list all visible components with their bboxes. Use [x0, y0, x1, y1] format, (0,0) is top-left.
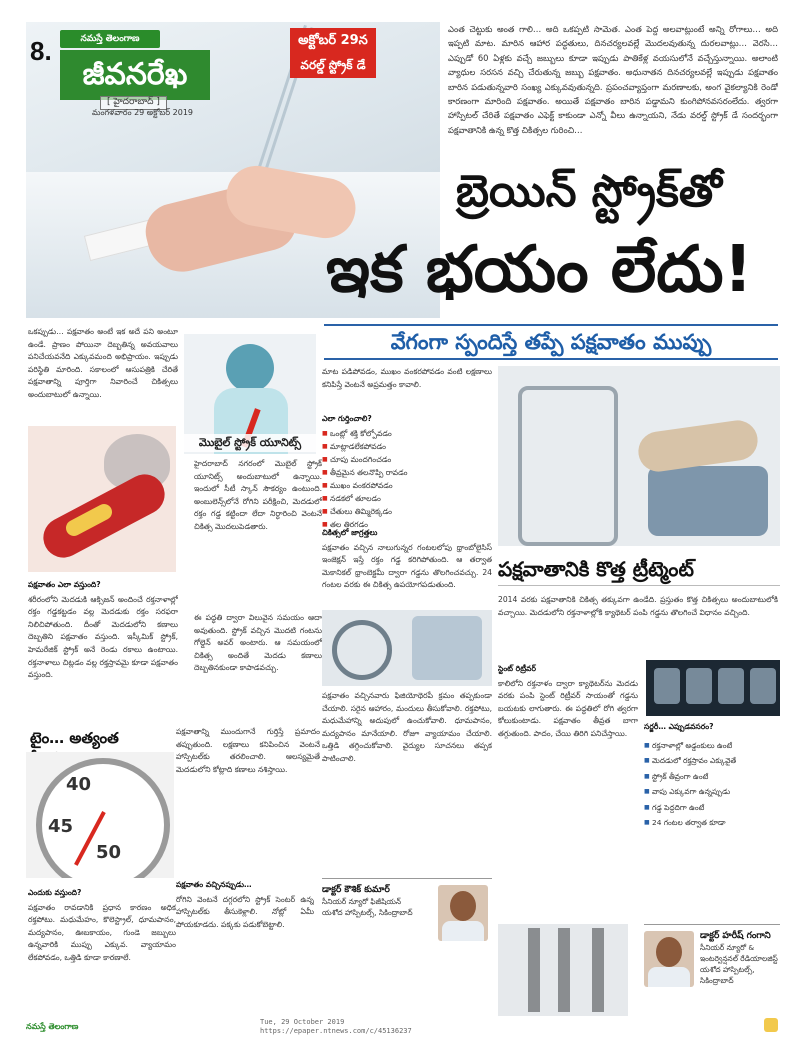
doctor-byline-1 [322, 878, 492, 1014]
list-item: ■ 24 గంటల తర్వాత కూడా [644, 817, 780, 829]
brain-scan-image [646, 660, 780, 716]
list-item: ■ చూపు మందగించడం [322, 453, 492, 466]
list-item: ■ ముఖం వంకరపోవడం [322, 479, 492, 492]
article-mobile-unit: హైదరాబాద్ నగరంలో మొబైల్ స్ట్రోక్ యూనిట్స్ అందుబాటులో ఉన్నాయి. ఇందులో సీటీ స్కాన్ సౌకర్యం ఉంటుంది. అంబులెన్స్‌లోనే రోగిని పరీక్షించి, మెదడులో రక్తం గడ్డ కట్టిందా లేదా నిర్ధారించి వెంటనే చికిత్స మొదలుపెడతారు. [194, 459, 322, 531]
list-item: ■ తీవ్రమైన తలనొప్పి రావడం [322, 466, 492, 479]
clock-caption: టైం… అత్యంత [30, 729, 119, 747]
article-lead: ఒకప్పుడు… పక్షవాతం అంటే ఇక అదే పని అంటూ ఉండే. ప్రాణం పోయినా దెబ్బతిన్న అవయవాలు పనిచేయవనేది ఎక్కువమంది అభిప్రాయం. ఇప్పుడు పరిస్థితి మారింది. సకాలంలో ఆసుపత్రికి చేరితే పక్షవాతాన్ని పూర్తిగా నివారించే చికిత్సలు అందుబాటులో ఉన్నాయి. [28, 327, 178, 399]
doctor-hospital: యశోద హాస్పిటల్స్, సికింద్రాబాద్ [700, 965, 755, 985]
doctor-name: డాక్టర్ హరీష్ గంగాని [700, 931, 771, 941]
article-section-how: పక్షవాతం ఎలా వస్తుంది? శరీరంలోని మెదడుకి ఆక్సిజన్ అందించే రక్తనాళాల్లో రక్తం గడ్డకట్టడం వల్ల మెదడుకు రక్తం సరఫరా నిలిచిపోతుంది. దీంతో మెదడులోని కణాలు దెబ్బతిని పక్షవాతం వస్తుంది. ఇస్కీమిక్ స్ట్రోక్, హెమరేజిక్ స్ట్రోక్ అనే రెండు రకాలు ఉంటాయి. రక్తనాళాలు చిట్లడం వల్ల రక్తస్రావమై కూడా పక్షవాతం వస్తుంది. [28, 580, 178, 680]
doctor-photo [438, 885, 488, 941]
stroke-day-banner [290, 28, 376, 78]
footer-url[interactable]: https://epaper.ntnews.com/c/45136237 [260, 1027, 412, 1035]
list-item: ■ స్ట్రోక్ తీవ్రంగా ఉంటే [644, 771, 780, 783]
symptoms-list: ఎలా గుర్తించాలి? ■ ఒంట్లో శక్తి కోల్పోవడం ■ మాట్లాడలేకపోవడం ■ చూపు మందగించడం ■ తీవ్రమైన తలనొప్పి రావడం ■ ముఖం వంకరపోవడం ■ నడకలో తూలడం ■ చేతులు తిమ్మిరెక్కడం ■ తల తిరగడం [322, 412, 492, 531]
crutches-photo [498, 924, 628, 1016]
article-golden-hour: ఈ పద్ధతి ద్వారా విలువైన సమయం ఆదా అవుతుంది. స్ట్రోక్ వచ్చిన మొదటి గంటను గోల్డెన్ అవర్ అంటారు. ఆ సమయంలో చికిత్స అందితే మెదడు కణాలు దెబ్బతినకుండా కాపాడవచ్చు. [194, 613, 322, 673]
article-section-why: ఎందుకు వస్తుంది? పక్షవాతం రావడానికి ప్రధాన కారణం అధిక రక్తపోటు. మధుమేహం, కొలెస్ట్రాల్, ధూమపానం, మద్యపానం, ఊబకాయం, గుండె జబ్బులు ఉన్నవారికి ముప్పు ఎక్కువ. వ్యాయామం లేకపోవడం, ఒత్తిడి కూడా కారణాలే. [28, 888, 176, 962]
clock-number: 45 [48, 816, 74, 837]
surgery-list [644, 740, 780, 832]
doctor-hospital: యశోద హాస్పిటల్స్, సికింద్రాబాద్ [322, 908, 413, 917]
list-item: ■ నడకలో తూలడం [322, 492, 492, 505]
wheelchair-photo [322, 610, 492, 686]
mobile-unit-caption: మొబైల్ స్ట్రోక్ యూనిట్స్ [184, 434, 316, 452]
article-stent-retriever: స్టెంట్ రిట్రీవర్ కాలిలోని రక్తనాళం ద్వారా క్యాథెటర్‌ను మెదడు వరకు పంపి స్టెంట్ రిట్రీవర్ సాయంతో గడ్డను బయటకు లాగుతారు. ఈ పద్ధతిలో రోగి త్వరగా కోలుకుంటాడు. పక్షవాతం తీవ్రత బాగా తగ్గుతుంది. పాదం, చేయి తిరిగి పనిచేస్తాయి. [498, 664, 638, 738]
headline-line-1: బ్రెయిన్ స్ట్రోక్‌తో [456, 166, 722, 217]
footer-brand: నమస్తే తెలంగాణ [26, 1022, 79, 1031]
doctor-byline-2 [644, 924, 780, 1016]
doctor-name: డాక్టర్ కౌశిక్ కుమార్ [322, 885, 390, 895]
doctor-role: సీనియర్ న్యూరో & ఇంటర్వెన్షనల్ రేడియాలజిస్ట్ [700, 943, 778, 963]
banner-line-1: అక్టోబర్ 29న [298, 33, 368, 48]
stopwatch-image [26, 752, 174, 878]
brand-label: నమస్తే తెలంగాణ [60, 30, 160, 48]
doctor-photo [644, 931, 694, 987]
doctor-role: సీనియర్ న్యూరో ఫిజీషియన్ [322, 897, 402, 906]
list-item: ■ మెదడులో రక్తస్రావం ఎక్కువైతే [644, 755, 780, 767]
list-item: ■ రక్తనాళాల్లో అడ్డంకులు ఉంటే [644, 740, 780, 752]
article-first-aid: పక్షవాతం వచ్చినప్పుడు… రోగిని వెంటనే దగ్గరలోని స్ట్రోక్ సెంటర్ ఉన్న హాస్పిటల్‌కు తీసుకెళ్లాలి. నోట్లో ఏమీ పోయకూడదు. పక్కకు పడుకోబెట్టాలి. [176, 880, 314, 929]
article-new-treatment: 2014 వరకు పక్షవాతానికి చికిత్స తక్కువగా ఉండేది. ప్రస్తుతం కొత్త చికిత్సలు అందుబాటులోకి వచ్చాయి. మెదడులోని రక్తనాళాల్లోకి క్యాథెటర్ పంపి గడ్డను తొలగించే విధానం వచ్చింది. [498, 595, 778, 617]
list-item: ■ తల తిరగడం [322, 518, 492, 531]
footer-date: Tue, 29 October 2019 [260, 1018, 345, 1026]
list-item: ■ వాపు ఎక్కువగా ఉన్నప్పుడు [644, 786, 780, 798]
article-symptoms-lead: మాట పడిపోవడం, ముఖం వంకరపోవడం వంటి లక్షణాలు కనిపిస్తే వెంటనే అప్రమత్తం కావాలి. [322, 367, 492, 389]
article-early-detection: పక్షవాతాన్ని ముందుగానే గుర్తిస్తే ప్రమాదం తప్పుతుంది. లక్షణాలు కనిపించిన వెంటనే హాస్పిటల్‌కు తరలించాలి. ఆలస్యమైతే మెదడులోని కోట్లాది కణాలు నశిస్తాయి. [176, 727, 320, 774]
list-item: ■ ఒంట్లో శక్తి కోల్పోవడం [322, 427, 492, 440]
dateline: మంగళవారం 29 అక్టోబర్ 2019 [92, 108, 194, 117]
brain-artery-illustration [28, 426, 176, 572]
list-item: ■ మాట్లాడలేకపోవడం [322, 440, 492, 453]
epaper-icon [764, 1018, 778, 1032]
clock-number: 40 [66, 774, 92, 795]
article-treatment-care: చికిత్సలో జాగ్రత్తలు పక్షవాతం వచ్చిన నాలుగున్నర గంటలలోపు థ్రాంబోలైసిస్ ఇంజెక్షన్ ఇస్తే రక్తం గడ్డ కరిగిపోతుంది. ఆ తర్వాత మెకానికల్ థ్రాంబెక్టమీ ద్వారా గడ్డను తొలగించవచ్చు. 24 గంటల వరకు ఈ చికిత్స ఉపయోగపడుతుంది. [322, 528, 492, 590]
treatment-subheadline: పక్షవాతానికి కొత్త ట్రీట్మెంట్ [498, 552, 780, 586]
banner-line-2: వరల్డ్ స్ట్రోక్ డే [300, 58, 366, 72]
list-item: ■ గడ్డ పెద్దదిగా ఉంటే [644, 802, 780, 814]
intro-paragraph: ఎంత చెట్టుకు అంత గాలి… అది ఒకప్పటి సామెత. ఎంత పెద్ద అలవాట్లుంటే అన్ని రోగాలు… అది ఇప్పటి మాట. మారిన ఆహార పద్ధతులు, దినచర్యలవల్లే మొదలవుతున్న దురలవాట్లు… వెరసి… ఎప్పుడో 60 ఏళ్లకు వచ్చే జబ్బులు కూడా ఇప్పుడు పాతికేళ్ల వయసులోనే వచ్చేస్తున్నాయి. అలాంటి వ్యాధుల సరసన వచ్చి చేరుతున్న జబ్బు పక్షవాతం. అధునాతన దినచర్యలవల్లే ఇప్పుడు పక్షవాతం బారిన పడుతున్నవారి సంఖ్య ఎక్కువవుతున్నది. ప్రపంచవ్యాప్తంగా మరణాలకు, అంగ వైకల్యానికి రెండో కారణంగా మారింది పక్షవాతం. అయితే పక్షవాతం బారిన పడ్డామని కుంగిపోనవసరంలేదు. త్వరగా హాస్పిటల్ చేరితే పక్షవాతం ఎఫెక్ట్ కాకుండా ఎన్నో వీలు ఉన్నాయని, నేడు వరల్డ్ స్ట్రోక్ డే సందర్భంగా పక్షవాతానికి ఉన్న కొత్త చికిత్సల గురించి… [448, 24, 778, 135]
clock-number: 50 [96, 842, 122, 863]
page-number: 8. [30, 36, 52, 66]
list-item: ■ చేతులు తిమ్మిరెక్కడం [322, 505, 492, 518]
surgery-heading: సర్జరీ… ఎప్పుడవసరం? [644, 722, 714, 731]
subheadline: వేగంగా స్పందిస్తే తప్పే పక్షవాతం ముప్పు [324, 324, 778, 360]
section-title: జీవనరేఖ [60, 50, 210, 100]
edition-label: [ హైదరాబాద్ ] [100, 96, 167, 110]
walker-rehab-photo [498, 366, 780, 546]
headline-line-2: ఇక భయం లేదు! [326, 233, 753, 307]
article-rehab: పక్షవాతం వచ్చినవారు ఫిజియోథెరపీ క్రమం తప్పకుండా చేయాలి. సరైన ఆహారం, మందులు తీసుకోవాలి. రక్తపోటు, మధుమేహాన్ని అదుపులో ఉంచుకోవాలి. ధూమపానం, మద్యపానం మానేయాలి. రోజూ వ్యాయామం చేయాలి. ఒత్తిడి తగ్గించుకోవాలి. వైద్యుల సూచనలు తప్పక పాటించాలి. [322, 691, 492, 763]
